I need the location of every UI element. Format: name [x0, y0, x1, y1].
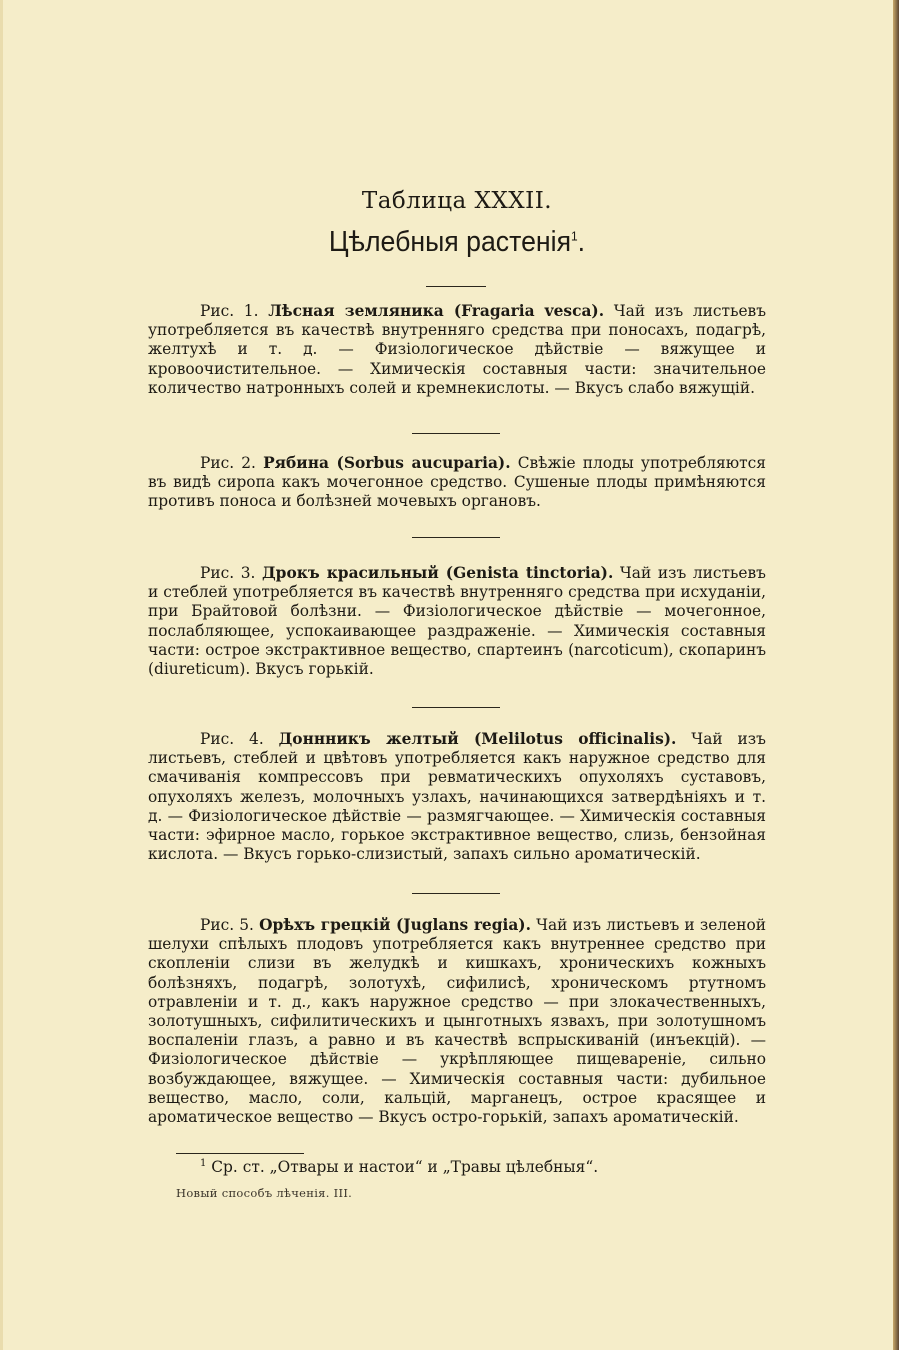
title-divider — [426, 286, 486, 287]
entry-figure-number: Рис. 5. — [200, 916, 254, 934]
entry-plant-name: Орѣхъ грецкій (Juglans regia). — [259, 916, 531, 934]
entry-figure-number: Рис. 3. — [200, 564, 256, 582]
entry-divider — [412, 707, 500, 708]
subtitle-text: Цѣлебныя растенія — [328, 226, 572, 258]
entry-figure-number: Рис. 4. — [200, 730, 264, 748]
entry-plant-name: Дрокъ красильный (Genista tinctoria). — [262, 564, 614, 582]
footnote — [200, 1158, 598, 1176]
printer-signature: Новый способъ лѣченія. III. — [176, 1186, 353, 1200]
entry-description: Чай изъ листьевъ употребляется въ качествѣ внутренняго средства при поносахъ, подагрѣ, желтухѣ и т. д. — Физіологическое дѣйствіе — вяжущее и кровоочистительное. — Химическія составныя части: значительное количество натронныхъ солей и кремнекислоты. — Вкусъ слабо вяжущій. — [148, 302, 767, 397]
footnote-mark: 1 — [200, 1158, 207, 1169]
page-edge-left — [0, 0, 3, 1350]
entry-description: Чай изъ листьевъ и стеблей употребляется въ качествѣ внутренняго средства при исхуданіи, при Брайтовой болѣзни. — Физіологическое дѣйствіе — мочегонное, послабляющее, успокаивающее раздраженіе. — Химическія составныя части: острое экстрактивное вещество, спартеинъ (narcoticum), скопаринъ (diureticum). Вкусъ горькій. — [148, 564, 766, 679]
entry-divider — [412, 433, 500, 434]
entry-description: Свѣжіе плоды употребляются въ видѣ сиропа какъ мочегонное средство. Сушеные плоды примѣняются противъ поноса и болѣзней мочевыхъ органовъ. — [148, 454, 766, 511]
entry-plant-name: Доннникъ желтый (Melilotus officinalis). — [278, 730, 677, 748]
subtitle-period: . — [577, 226, 586, 258]
entry-figure-number: Рис. 1. — [200, 302, 259, 320]
footnote-text: Ср. ст. „Отвары и настои“ и „Травы цѣлебныя“. — [211, 1158, 599, 1177]
entry-figure-number: Рис. 2. — [200, 454, 256, 472]
subtitle-footnote-mark: 1 — [571, 228, 578, 244]
entry-4 — [148, 730, 766, 864]
entry-5 — [148, 916, 766, 1127]
entry-plant-name: Лѣсная земляника (Fragaria vesca). — [268, 302, 605, 320]
footnote-divider — [176, 1153, 304, 1154]
entry-plant-name: Рябина (Sorbus aucuparia). — [263, 454, 511, 472]
page-edge-right — [893, 0, 899, 1350]
entry-divider — [412, 537, 500, 538]
entry-description: Чай изъ листьевъ и зеленой шелухи спѣлыхъ плодовъ употребляется какъ внутреннее средство при скопленіи слизи въ желудкѣ и кишкахъ, хроническихъ кожныхъ болѣзняхъ, подагрѣ, золотухѣ, сифилисѣ, хроническомъ ртутномъ отравленіи и т. д., какъ наружное средство — при злокачественныхъ, золотушныхъ, сифилитическихъ и цынготныхъ язвахъ, при золотушномъ воспаленіи глазъ, а равно и въ качествѣ вспрыскиваній (инъекцій). — Физіологическое дѣйствіе — укрѣпляющее пищевареніе, сильно возбуждающее, вяжущее. — Химическія составныя части: дубильное вещество, масло, соли, кальцій, марганецъ, острое красящее и ароматическое вещество — Вкусъ остро-горькій, запахъ ароматическій. — [148, 916, 766, 1127]
entry-description: Чай изъ листьевъ, стеблей и цвѣтовъ употребляется какъ наружное средство для смачиванія компрессовъ при ревматическихъ опухоляхъ суставовъ, опухоляхъ железъ, молочныхъ узлахъ, начинающихся затвердѣніяхъ и т. д. — Физіологическое дѣйствіе — размягчающее. — Химическія составныя части: эфирное масло, горькое экстрактивное вещество, слизь, бензойная кислота. — Вкусъ горько-слизистый, запахъ сильно ароматическій. — [148, 730, 766, 864]
entry-1 — [148, 302, 766, 398]
entry-2 — [148, 454, 766, 512]
entry-3 — [148, 564, 766, 679]
entry-divider — [412, 893, 500, 894]
page-title: Таблица XXXII. — [361, 188, 553, 214]
page-subtitle — [173, 226, 742, 259]
